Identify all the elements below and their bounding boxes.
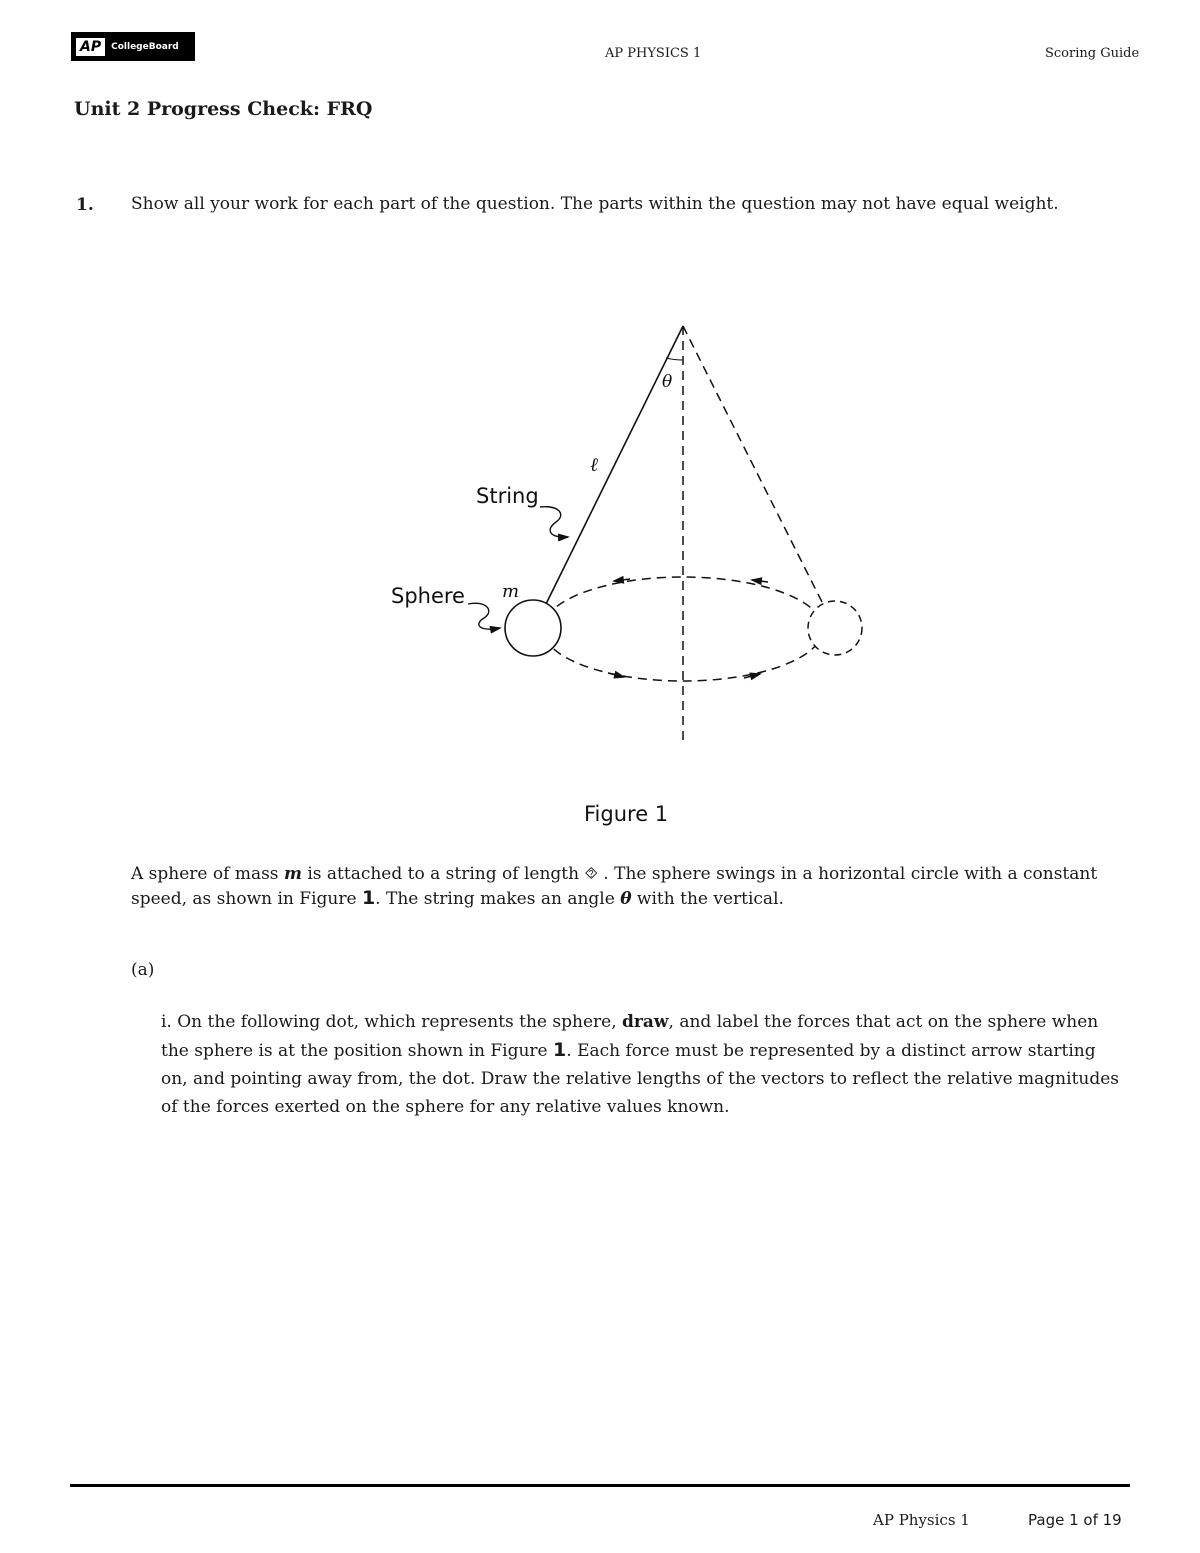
figure-number: 1 xyxy=(361,887,376,909)
footer-course: AP Physics 1 xyxy=(873,1511,970,1529)
path-arrow-bottom-left xyxy=(608,673,624,677)
question-instructions: Show all your work for each part of the question. The parts within the question may not have equal weight. xyxy=(131,194,1059,214)
logo-ap-mark: AP xyxy=(76,38,105,56)
angle-arc xyxy=(666,358,683,360)
sphere-label: Sphere xyxy=(391,584,465,608)
draw-emphasis: draw xyxy=(622,1012,669,1032)
college-board-logo xyxy=(71,32,195,61)
pendulum-figure xyxy=(380,310,880,840)
part-a-prompt: i. On the following dot, which represents the sphere, draw, and label the forces that act on the sphere when the sphere is at the position shown in Figure 1. Each force must be represented by a distinct arrow starting on, and pointing away from, the dot. Draw the relative lengths of the vectors to reflect the relative magnitudes of the forces exerted on the sphere for any relative values known. xyxy=(161,1012,1120,1117)
sphere-dashed xyxy=(808,601,862,655)
header-guide: Scoring Guide xyxy=(1045,46,1140,61)
sphere-solid xyxy=(505,600,561,656)
angle-label: θ xyxy=(662,372,673,392)
length-symbol: ⯑ xyxy=(584,864,598,884)
var-m: m xyxy=(283,864,302,884)
logo-text: CollegeBoard xyxy=(111,41,179,52)
var-theta: θ xyxy=(620,889,632,909)
question-number: 1. xyxy=(76,195,94,215)
footer-page-number: Page 1 of 19 xyxy=(1028,1511,1122,1529)
figure-caption: Figure 1 xyxy=(584,802,669,826)
header-subject: AP PHYSICS 1 xyxy=(605,46,702,61)
length-label: ℓ xyxy=(590,454,598,476)
figure-number-ref: 1 xyxy=(553,1039,567,1061)
problem-statement: A sphere of mass m is attached to a string of length ⯑ . The sphere swings in a horizontal circle with a constant speed, as shown in Figure 1. The string makes an angle θ with the vertical. xyxy=(131,864,1098,909)
mass-label: m xyxy=(502,581,520,602)
string-line xyxy=(546,326,683,604)
sphere-leader xyxy=(468,603,500,629)
footer-rule xyxy=(70,1484,1130,1487)
part-a-label: (a) xyxy=(131,960,155,980)
string-leader xyxy=(540,507,568,537)
path-arrow-top-right xyxy=(752,580,768,582)
page-title: Unit 2 Progress Check: FRQ xyxy=(74,98,373,120)
dashed-string-line xyxy=(683,326,822,602)
string-label: String xyxy=(476,484,539,508)
